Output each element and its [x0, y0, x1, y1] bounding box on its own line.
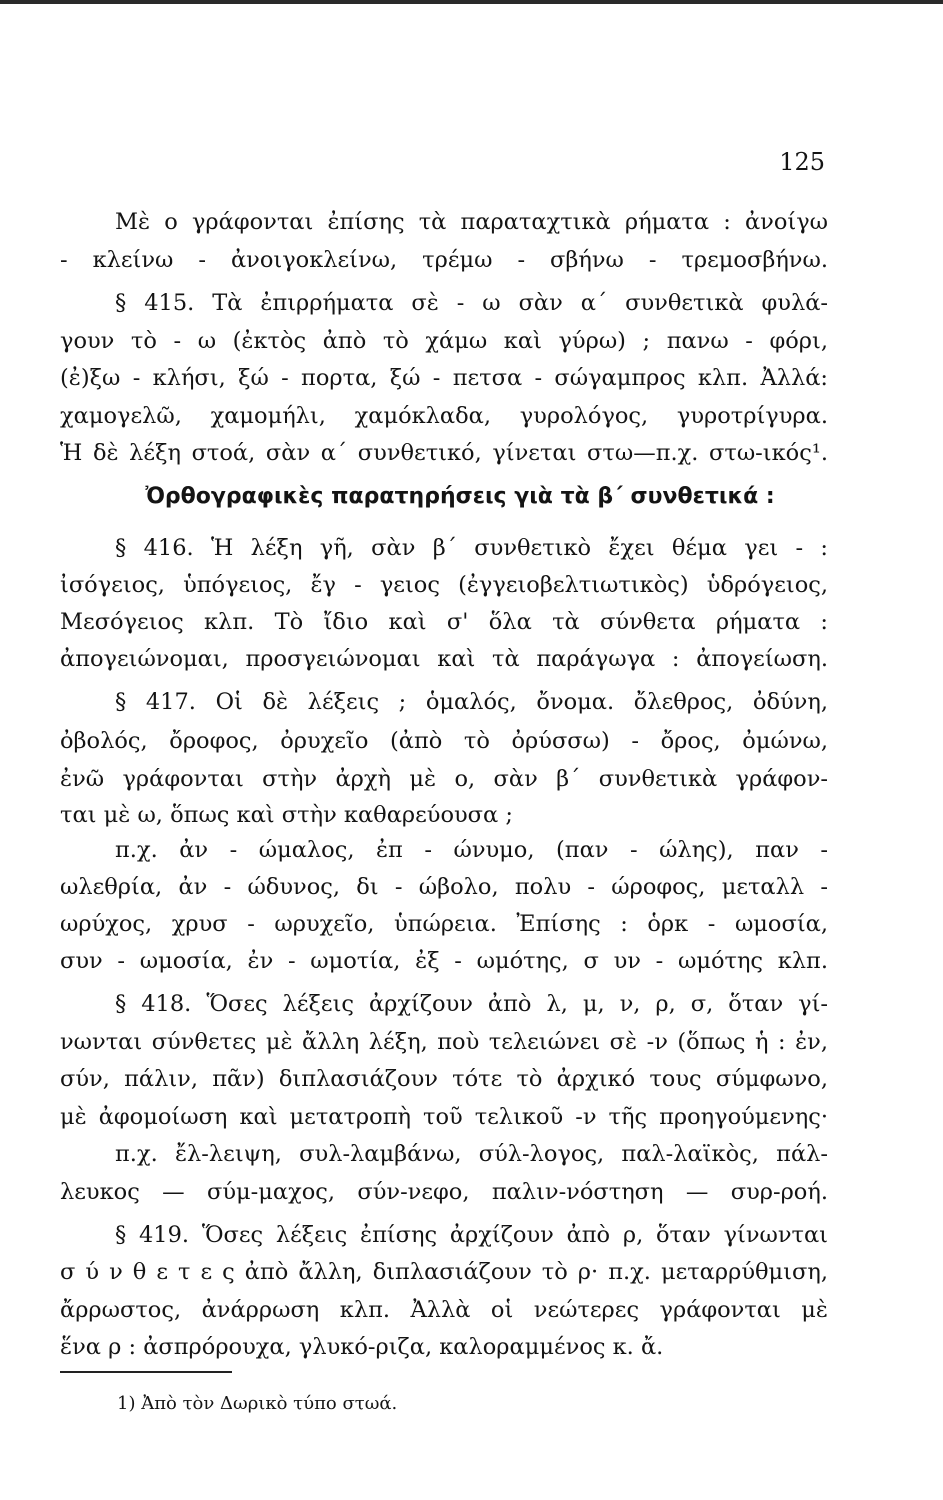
text-line: Ἡ δὲ λέξη στοά, σὰν α΄ συνθετικό, γίνεται στω—π.χ. στω-ικός¹. [60, 440, 828, 466]
text-line: ωλεθρία, ἀν - ώδυνος, δι - ώβολο, πολυ - ώροφος, μεταλλ - [60, 874, 828, 900]
text-line: § 419. Ὅσες λέξεις ἐπίσης ἀρχίζουν ἀπὸ ρ, ὅταν γίνωνται [115, 1222, 828, 1248]
footnote-rule [60, 1371, 232, 1373]
text-line: (ἐ)ξω - κλήσι, ξώ - πορτα, ξώ - πετσα - σώγαμπρος κλπ. Ἀλλά: [60, 365, 828, 391]
text-line: ἰσόγειος, ὑπόγειος, ἔγ - γειος (ἐγγειοβελτιωτικὸς) ὑδρόγειος, [60, 572, 828, 598]
footnote: 1) Ἀπὸ τὸν Δωρικὸ τύπο στωά. [117, 1393, 398, 1414]
text-line: συν - ωμοσία, ἐν - ωμοτία, ἐξ - ωμότης, σ υν - ωμότης κλπ. [60, 948, 828, 974]
text-line: μὲ ἀφομοίωση καὶ μετατροπὴ τοῦ τελικοῦ -ν τῆς προηγούμενης· [60, 1104, 828, 1130]
text-line: λευκος — σύμ-μαχος, σύν-νεφο, παλιν-νόστηση — συρ-ροή. [60, 1179, 828, 1205]
page-number: 125 [779, 148, 825, 176]
text-line: - κλείνω - ἀνοιγοκλείνω, τρέμω - σβήνω - τρεμοσβήνω. [60, 247, 828, 273]
text-line: π.χ. ἔλ-λειψη, συλ-λαμβάνω, σύλ-λογος, παλ-λαϊκὸς, πάλ- [115, 1141, 828, 1167]
text-line: ἐνῶ γράφονται στὴν ἀρχὴ μὲ ο, σὰν β΄ συνθετικὰ γράφον- [60, 766, 828, 792]
text-line: σ ύ ν θ ε τ ε ς ἀπὸ ἄλλη, διπλασιάζουν τὸ ρ· π.χ. μεταρρύθμιση, [60, 1259, 828, 1285]
text-line: γουν τὸ - ω (ἐκτὸς ἀπὸ τὸ χάμω καὶ γύρω) ; πανω - φόρι, [60, 328, 828, 354]
text-line: Μεσόγειος κλπ. Τὸ ἴδιο καὶ σ' ὅλα τὰ σύνθετα ρήματα : [60, 609, 828, 635]
text-line: χαμογελῶ, χαμομήλι, χαμόκλαδα, γυρολόγος, γυροτρίγυρα. [60, 403, 828, 429]
section-heading: Ὀρθογραφικὲς παρατηρήσεις γιὰ τὰ β΄ συνθετικά : [145, 484, 775, 509]
text-line: ὀβολός, ὄροφος, ὀρυχεῖο (ἀπὸ τὸ ὀρύσσω) - ὄρος, ὀμώνω, [60, 728, 828, 754]
text-line: ἄρρωστος, ἀνάρρωση κλπ. Ἀλλὰ οἱ νεώτερες γράφονται μὲ [60, 1297, 828, 1323]
text-line: § 417. Οἱ δὲ λέξεις ; ὁμαλός, ὄνομα. ὄλεθρος, ὀδύνη, [115, 689, 828, 715]
top-edge-rule [0, 0, 943, 4]
text-line: § 418. Ὅσες λέξεις ἀρχίζουν ἀπὸ λ, μ, ν, ρ, σ, ὅταν γί- [115, 991, 828, 1017]
text-line: ἀπογειώνομαι, προσγειώνομαι καὶ τὰ παράγωγα : ἀπογείωση. [60, 646, 828, 672]
text-line: ἕνα ρ : ἀσπρόρουχα, γλυκό-ριζα, καλοραμμένος κ. ἄ. [60, 1334, 664, 1360]
text-line: § 416. Ἡ λέξη γῆ, σὰν β΄ συνθετικὸ ἔχει θέμα γει - : [115, 535, 828, 561]
text-line: Μὲ ο γράφονται ἐπίσης τὰ παραταχτικὰ ρήματα : ἀνοίγω [115, 209, 828, 235]
text-line: ωρύχος, χρυσ - ωρυχεῖο, ὑπώρεια. Ἐπίσης : ὁρκ - ωμοσία, [60, 911, 828, 937]
text-line: ται μὲ ω, ὅπως καὶ στὴν καθαρεύουσα ; [60, 802, 513, 828]
text-line: § 415. Τὰ ἐπιρρήματα σὲ - ω σὰν α΄ συνθετικὰ φυλά- [115, 290, 828, 316]
text-line: σύν, πάλιν, πᾶν) διπλασιάζουν τότε τὸ ἀρχικό τους σύμφωνο, [60, 1066, 828, 1092]
text-line: νωνται σύνθετες μὲ ἄλλη λέξη, ποὺ τελειώνει σὲ -ν (ὅπως ἡ : ἐν, [60, 1029, 828, 1055]
text-line: π.χ. ἀν - ώμαλος, ἐπ - ώνυμο, (παν - ώλης), παν - [115, 837, 828, 863]
